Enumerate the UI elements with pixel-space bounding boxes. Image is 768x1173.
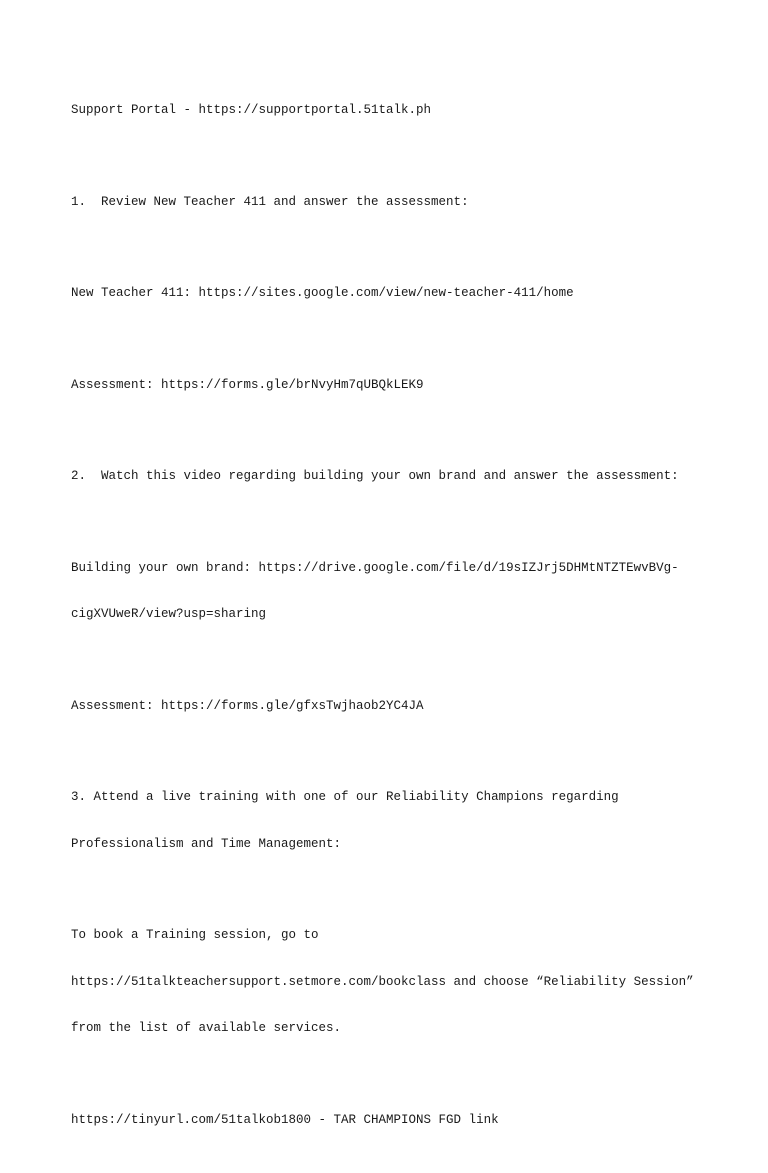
step3-heading-line2: Professionalism and Time Management: — [71, 836, 342, 851]
step2-heading — [71, 438, 711, 516]
step3-booking-line1: To book a Training session, go to — [71, 928, 319, 942]
step2-assessment — [71, 668, 711, 746]
step1-assessment-text: Assessment: https://forms.gle/brNvyHm7qUBQkLEK9 — [71, 377, 424, 392]
step3-heading — [71, 759, 711, 883]
step3-heading-line1: 3. Attend a live training with one of our Reliability Champions regarding — [71, 790, 619, 804]
step3-booking-line3: from the list of available services. — [71, 1021, 342, 1035]
step1-heading — [71, 164, 711, 242]
fgd-link-text: https://tinyurl.com/51talkob1800 - TAR CHAMPIONS FGD link — [71, 1112, 499, 1127]
step2-resource — [71, 530, 711, 654]
step3-booking-line2: https://51talkteachersupport.setmore.com/bookclass and choose “Reliability Session” — [71, 974, 694, 989]
step1-resource-text: New Teacher 411: https://sites.google.com/view/new-teacher-411/home — [71, 286, 574, 300]
document-body — [71, 72, 711, 1173]
support-portal-text: Support Portal - https://supportportal.51talk.ph — [71, 103, 432, 117]
step2-resource-line1: Building your own brand: https://drive.google.com/file/d/19sIZJrj5DHMtNTZTEwvBVg- — [71, 560, 679, 575]
step2-assessment-text: Assessment: https://forms.gle/gfxsTwjhaob2YC4JA — [71, 698, 424, 713]
step2-resource-line2: cigXVUweR/view?usp=sharing — [71, 607, 267, 621]
fgd-link-line — [71, 1082, 711, 1160]
step1-heading-text: 1. Review New Teacher 411 and answer the assessment: — [71, 194, 469, 209]
step2-heading-text: 2. Watch this video regarding building your own brand and answer the assessment: — [71, 469, 679, 483]
step3-booking — [71, 897, 711, 1068]
step1-assessment — [71, 347, 711, 425]
step1-resource — [71, 255, 711, 333]
support-portal-line — [71, 72, 711, 150]
